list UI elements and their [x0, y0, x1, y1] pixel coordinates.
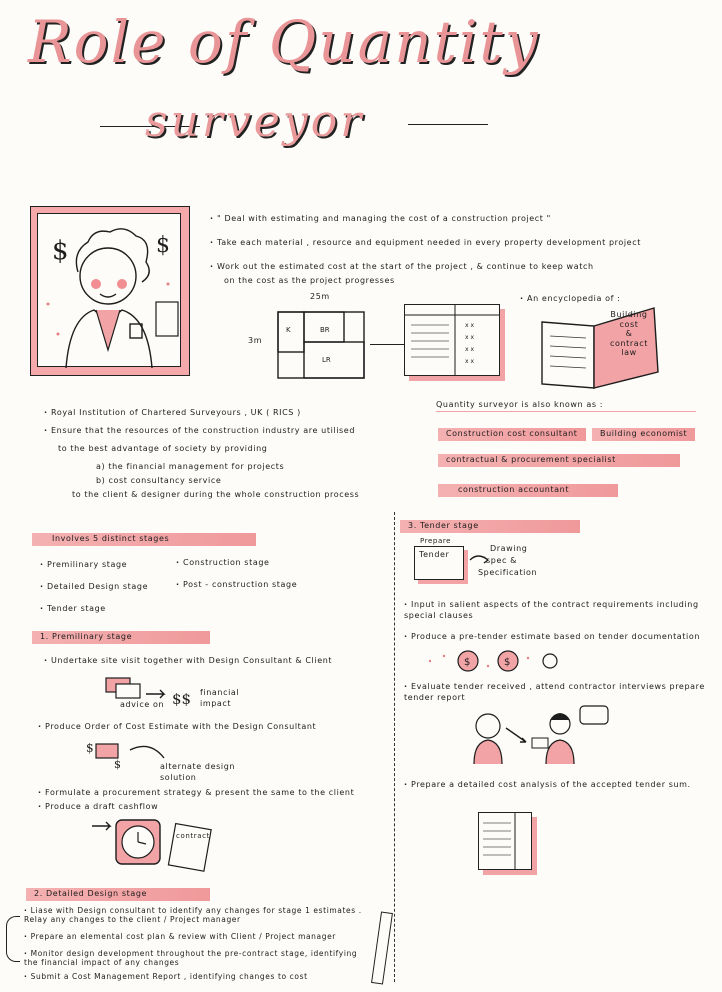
stage2-bracket — [6, 916, 20, 962]
specification-label: Specification — [478, 568, 538, 577]
rics-item-a: a) the financial management for projects — [96, 462, 285, 471]
stage2-heading: 2. Detailed Design stage — [26, 888, 210, 901]
aka-name-2: Building economist — [592, 428, 695, 441]
intro-bullet-3: · Work out the estimated cost at the start of the project , & continue to keep watch — [210, 262, 700, 273]
advice-label: advice on — [120, 700, 165, 709]
page-subtitle: surveyor — [145, 96, 365, 147]
rics-line-1: · Royal Institution of Chartered Surveyours , UK ( RICS ) — [44, 408, 404, 419]
svg-text:K: K — [286, 326, 291, 334]
stage1-item-3: · Formulate a procurement strategy & present the same to the client — [38, 788, 388, 799]
stage2-item-2: · Prepare an elemental cost plan & review with Client / Project manager — [24, 932, 374, 942]
svg-text:$: $ — [52, 236, 69, 266]
svg-text:$: $ — [86, 741, 94, 755]
stage-list-item-2: · Detailed Design stage — [40, 582, 148, 593]
stage3-item-4: · Prepare a detailed cost analysis of the accepted tender sum. — [404, 780, 714, 791]
alternate-design-label: alternate design solution — [160, 762, 236, 782]
stage-list-item-5: · Post - construction stage — [176, 580, 297, 591]
svg-text:$$: $$ — [172, 690, 192, 708]
stage3-item-2: · Produce a pre-tender estimate based on tender documentation — [404, 632, 714, 643]
svg-text:x x: x x — [465, 358, 475, 365]
tender-label: Tender — [419, 550, 450, 559]
svg-text:x x: x x — [465, 334, 475, 341]
stages-heading: Involves 5 distinct stages — [32, 533, 256, 546]
encyclopedia-label: · An encyclopedia of : — [520, 294, 620, 305]
stage3-item-1: · Input in salient aspects of the contract requirements including special clauses — [404, 600, 704, 622]
aka-name-3: contractual & procurement specialist — [438, 454, 680, 467]
stage-list-item-4: · Construction stage — [176, 558, 270, 569]
aka-name-4: construction accountant — [438, 484, 618, 497]
specs-label: spec & — [486, 556, 517, 565]
intro-bullet-3-cont: on the cost as the project progresses — [224, 276, 395, 285]
svg-text:x x: x x — [465, 346, 475, 353]
cost-analysis-sheet-icon — [478, 812, 532, 870]
tender-document-icon — [414, 546, 464, 580]
intro-bullet-2: · Take each material , resource and equipment needed in every property development project — [210, 238, 700, 249]
svg-text:$: $ — [504, 657, 511, 668]
intro-bullet-1: · " Deal with estimating and managing the cost of a construction project " — [210, 214, 690, 225]
floorplan-height-label: 3m — [248, 336, 263, 345]
column-divider — [394, 512, 395, 982]
svg-text:BR: BR — [320, 326, 330, 334]
stage-list-item-3: · Tender stage — [40, 604, 106, 615]
rics-line-3: to the best advantage of society by providing — [58, 444, 268, 453]
svg-text:LR: LR — [322, 356, 331, 364]
stage-list-item-1: · Premilinary stage — [40, 560, 127, 571]
rics-line-4: to the client & designer during the whole construction process — [72, 490, 360, 499]
surveyor-portrait-icon — [38, 214, 182, 368]
stage3-item-3: · Evaluate tender received , attend contractor interviews prepare tender report — [404, 682, 714, 704]
tender-estimate-icons — [424, 648, 574, 674]
rics-item-b: b) cost consultancy service — [96, 476, 222, 485]
svg-text:$: $ — [156, 233, 170, 258]
stage2-item-3: · Monitor design development throughout the pre-contract stage, identifying the financial impact of any changes — [24, 950, 364, 967]
stage1-item-1: · Undertake site visit together with Design Consultant & Client — [44, 656, 384, 667]
rics-line-2: · Ensure that the resources of the construction industry are utilised — [44, 426, 404, 437]
aka-heading: Quantity surveyor is also known as : — [436, 400, 696, 412]
contractor-interview-illustration — [462, 704, 622, 764]
cashflow-illustration — [88, 816, 218, 876]
estimate-sheet-icon — [404, 304, 500, 376]
stage1-heading: 1. Premilinary stage — [32, 631, 210, 644]
stage2-item-4: · Submit a Cost Management Report , identifying changes to cost — [24, 972, 394, 982]
book-line-3: & — [625, 329, 633, 339]
floorplan-connector — [370, 344, 406, 345]
drawing-label: Drawing — [490, 544, 528, 553]
floorplan-width-label: 25m — [310, 292, 330, 301]
stage2-item-1: · Liase with Design consultant to identify any changes for stage 1 estimates . Relay any changes to the client / Project manager — [24, 906, 374, 924]
floorplan — [270, 306, 370, 384]
portrait-frame — [30, 206, 190, 376]
financial-impact-label: financial impact — [200, 688, 240, 708]
prepare-label: Prepare — [420, 537, 452, 545]
svg-text:$: $ — [464, 657, 471, 668]
book-line-5: law — [621, 348, 637, 358]
encyclopedia-book-text — [604, 310, 654, 358]
svg-text:x x: x x — [465, 322, 475, 329]
book-line-4: contract — [609, 338, 649, 348]
title-divider-right — [408, 124, 488, 125]
contract-label: contract — [176, 832, 210, 840]
stage1-item-4: · Produce a draft cashflow — [38, 802, 388, 813]
aka-name-1: Construction cost consultant — [438, 428, 586, 441]
page-title: Role of Quantity — [28, 8, 540, 76]
svg-text:$: $ — [114, 758, 121, 771]
stage1-item-2: · Produce Order of Cost Estimate with the Design Consultant — [38, 722, 388, 733]
book-line-1: Building — [610, 310, 648, 319]
stage3-heading: 3. Tender stage — [400, 520, 580, 533]
book-line-2: cost — [619, 319, 639, 329]
portrait-canvas — [37, 213, 181, 367]
